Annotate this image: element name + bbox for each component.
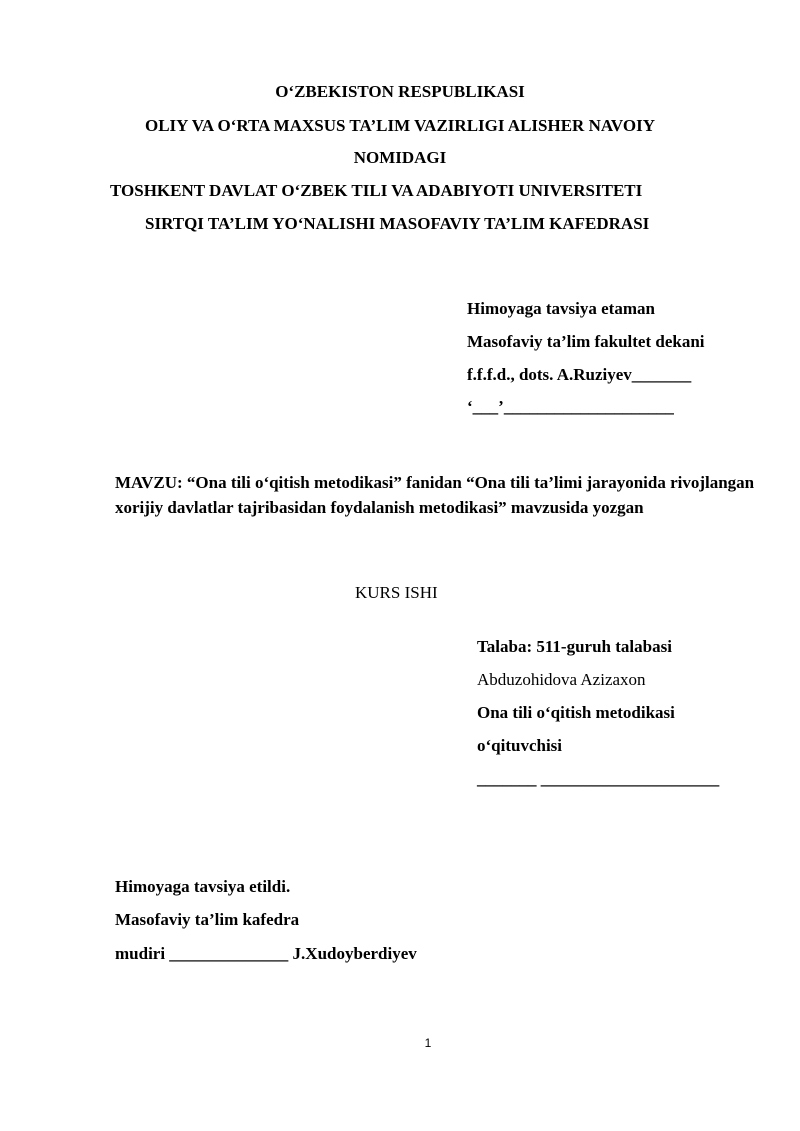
header-line-university: TOSHKENT DAVLAT O‘ZBEK TILI VA ADABIYOTI UNIVERSITETI — [110, 181, 643, 200]
header-line-ministry: OLIY VA O‘RTA MAXSUS TA’LIM VAZIRLIGI ALISHER NAVOIY — [145, 116, 655, 135]
student-name: Abduzohidova Azizaxon — [477, 670, 646, 689]
student-label: Talaba: 511-guruh talabasi — [477, 637, 672, 656]
header-line-department: SIRTQI TA’LIM YO‘NALISHI MASOFAVIY TA’LIM KAFEDRASI — [145, 214, 650, 233]
footer-head-signature: mudiri ______________ J.Xudoyberdiyev — [115, 944, 417, 963]
header-line-ministry-country: O‘ZBEKISTON RESPUBLIKASI — [275, 82, 525, 101]
teacher-role: o‘qituvchisi — [477, 736, 563, 755]
footer-recommendation: Himoyaga tavsiya etildi. — [115, 877, 291, 896]
approval-dean-name: f.f.f.d., dots. A.Ruziyev_______ — [467, 365, 692, 384]
page-number: 1 — [424, 1036, 432, 1050]
approval-dean-position: Masofaviy ta’lim fakultet dekani — [467, 332, 705, 351]
footer-department: Masofaviy ta’lim kafedra — [115, 910, 300, 929]
header-line-named-after: NOMIDAGI — [353, 148, 447, 167]
topic-text: MAVZU: “Ona tili o‘qitish metodikasi” fanidan “Ona tili ta’limi jarayonida rivojlangan xorijiy davlatlar tajribasidan foydalanish metodikasi” mavzusida yozgan — [115, 473, 755, 517]
teacher-subject: Ona tili o‘qitish metodikasi — [477, 703, 675, 722]
teacher-signature-line: _______ _____________________ — [477, 769, 720, 788]
work-type: KURS ISHI — [355, 583, 438, 602]
approval-date-line: ‘___’____________________ — [467, 397, 674, 416]
approval-title: Himoyaga tavsiya etaman — [467, 299, 655, 318]
